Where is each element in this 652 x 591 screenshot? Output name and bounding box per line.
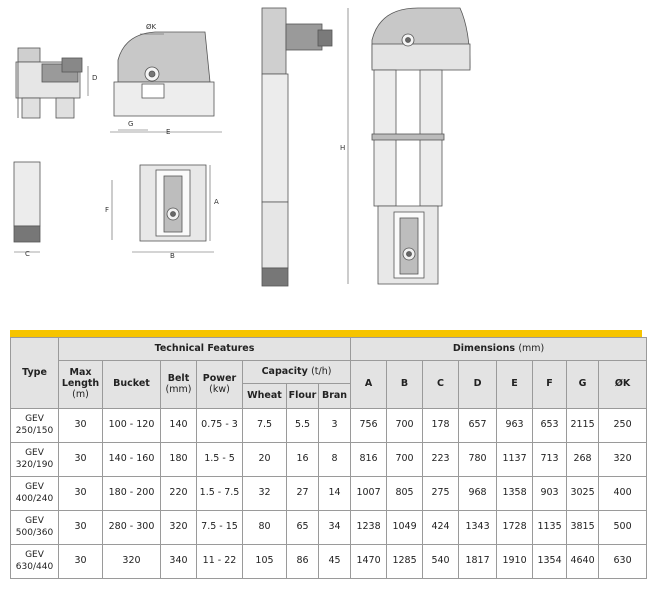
header-dim-e: E xyxy=(497,361,533,409)
head-side-view xyxy=(16,48,82,118)
cell-dim-e: 963 xyxy=(497,409,533,443)
cell-power: 1.5 - 7.5 xyxy=(197,477,243,511)
cell-dim-b: 700 xyxy=(387,409,423,443)
cell-type: GEV 320/190 xyxy=(11,443,59,477)
table-row xyxy=(11,511,647,545)
cell-dim-d: 1343 xyxy=(459,511,497,545)
label-d: D xyxy=(92,74,98,82)
table-row xyxy=(11,545,647,579)
label-e: E xyxy=(166,128,171,136)
label-c: C xyxy=(25,250,30,258)
header-dim-f: F xyxy=(533,361,567,409)
header-bran: Bran xyxy=(319,384,351,409)
cell-dim-e: 1358 xyxy=(497,477,533,511)
cell-bucket: 180 - 200 xyxy=(103,477,161,511)
cell-dim-a: 1238 xyxy=(351,511,387,545)
cell-type: GEV 500/360 xyxy=(11,511,59,545)
header-technical-features: Technical Features xyxy=(59,338,351,361)
header-flour: Flour xyxy=(287,384,319,409)
cell-wheat: 7.5 xyxy=(243,409,287,443)
technical-specifications-table xyxy=(10,337,647,579)
header-dim-g: G xyxy=(567,361,599,409)
cell-flour: 86 xyxy=(287,545,319,579)
cell-dim-k: 400 xyxy=(599,477,647,511)
cell-power: 7.5 - 15 xyxy=(197,511,243,545)
cell-bran: 3 xyxy=(319,409,351,443)
cell-dim-g: 4640 xyxy=(567,545,599,579)
cell-belt: 320 xyxy=(161,511,197,545)
label-g: G xyxy=(128,120,134,128)
cell-dim-b: 1049 xyxy=(387,511,423,545)
cell-dim-c: 178 xyxy=(423,409,459,443)
cell-dim-d: 968 xyxy=(459,477,497,511)
cell-wheat: 105 xyxy=(243,545,287,579)
cell-dim-f: 1354 xyxy=(533,545,567,579)
cell-flour: 27 xyxy=(287,477,319,511)
cell-bucket: 100 - 120 xyxy=(103,409,161,443)
header-dim-c: C xyxy=(423,361,459,409)
cell-dim-b: 805 xyxy=(387,477,423,511)
header-dim-b: B xyxy=(387,361,423,409)
table-row xyxy=(11,443,647,477)
cell-dim-d: 657 xyxy=(459,409,497,443)
label-f: F xyxy=(105,206,110,214)
header-wheat: Wheat xyxy=(243,384,287,409)
cell-dim-a: 1007 xyxy=(351,477,387,511)
header-bucket: Bucket xyxy=(103,361,161,409)
cell-power: 0.75 - 3 xyxy=(197,409,243,443)
head-front-view xyxy=(114,32,214,116)
cell-bran: 34 xyxy=(319,511,351,545)
header-dim-a: A xyxy=(351,361,387,409)
cell-type: GEV 250/150 xyxy=(11,409,59,443)
cell-flour: 65 xyxy=(287,511,319,545)
table-row xyxy=(11,409,647,443)
header-power: Power (kw) xyxy=(197,361,243,409)
cell-max-length: 30 xyxy=(59,443,103,477)
cell-dim-e: 1910 xyxy=(497,545,533,579)
cell-dim-e: 1728 xyxy=(497,511,533,545)
cell-dim-k: 500 xyxy=(599,511,647,545)
boot-front-view xyxy=(140,165,206,241)
cell-dim-k: 250 xyxy=(599,409,647,443)
header-max-length: Max Length (m) xyxy=(59,361,103,409)
cell-dim-g: 2115 xyxy=(567,409,599,443)
cell-flour: 5.5 xyxy=(287,409,319,443)
label-h: H xyxy=(340,144,346,152)
cell-dim-f: 653 xyxy=(533,409,567,443)
label-k: ØK xyxy=(146,23,157,31)
cell-dim-g: 268 xyxy=(567,443,599,477)
cell-dim-g: 3815 xyxy=(567,511,599,545)
cell-dim-a: 816 xyxy=(351,443,387,477)
table-body xyxy=(11,409,647,579)
cell-bran: 8 xyxy=(319,443,351,477)
cell-dim-c: 275 xyxy=(423,477,459,511)
cell-dim-e: 1137 xyxy=(497,443,533,477)
label-b: B xyxy=(170,252,175,260)
label-a: A xyxy=(214,198,219,206)
boot-side-view xyxy=(14,162,40,242)
cell-max-length: 30 xyxy=(59,409,103,443)
cell-dim-c: 540 xyxy=(423,545,459,579)
cell-flour: 16 xyxy=(287,443,319,477)
cell-belt: 180 xyxy=(161,443,197,477)
cell-dim-a: 1470 xyxy=(351,545,387,579)
cell-max-length: 30 xyxy=(59,477,103,511)
elevator-front-view xyxy=(372,8,470,284)
header-capacity: Capacity (t/h) xyxy=(243,361,351,384)
table-row xyxy=(11,477,647,511)
cell-belt: 220 xyxy=(161,477,197,511)
cell-bran: 45 xyxy=(319,545,351,579)
header-dim-k: ØK xyxy=(599,361,647,409)
cell-belt: 340 xyxy=(161,545,197,579)
cell-max-length: 30 xyxy=(59,545,103,579)
cell-bucket: 140 - 160 xyxy=(103,443,161,477)
cell-dim-b: 1285 xyxy=(387,545,423,579)
cell-power: 11 - 22 xyxy=(197,545,243,579)
cell-dim-k: 320 xyxy=(599,443,647,477)
cell-dim-g: 3025 xyxy=(567,477,599,511)
cell-belt: 140 xyxy=(161,409,197,443)
cell-max-length: 30 xyxy=(59,511,103,545)
cell-power: 1.5 - 5 xyxy=(197,443,243,477)
cell-bucket: 320 xyxy=(103,545,161,579)
header-type: Type xyxy=(11,338,59,409)
elevator-side-view xyxy=(262,8,332,286)
cell-dim-f: 903 xyxy=(533,477,567,511)
header-dim-d: D xyxy=(459,361,497,409)
cell-dim-d: 1817 xyxy=(459,545,497,579)
cell-dim-f: 1135 xyxy=(533,511,567,545)
cell-bucket: 280 - 300 xyxy=(103,511,161,545)
accent-bar xyxy=(10,330,642,337)
cell-dim-d: 780 xyxy=(459,443,497,477)
cell-wheat: 20 xyxy=(243,443,287,477)
cell-wheat: 32 xyxy=(243,477,287,511)
cell-dim-b: 700 xyxy=(387,443,423,477)
cell-type: GEV 400/240 xyxy=(11,477,59,511)
cell-dim-k: 630 xyxy=(599,545,647,579)
cell-bran: 14 xyxy=(319,477,351,511)
cell-dim-c: 223 xyxy=(423,443,459,477)
cell-wheat: 80 xyxy=(243,511,287,545)
cell-dim-f: 713 xyxy=(533,443,567,477)
cell-type: GEV 630/440 xyxy=(11,545,59,579)
header-dimensions: Dimensions (mm) xyxy=(351,338,647,361)
cell-dim-a: 756 xyxy=(351,409,387,443)
cell-dim-c: 424 xyxy=(423,511,459,545)
header-belt: Belt (mm) xyxy=(161,361,197,409)
